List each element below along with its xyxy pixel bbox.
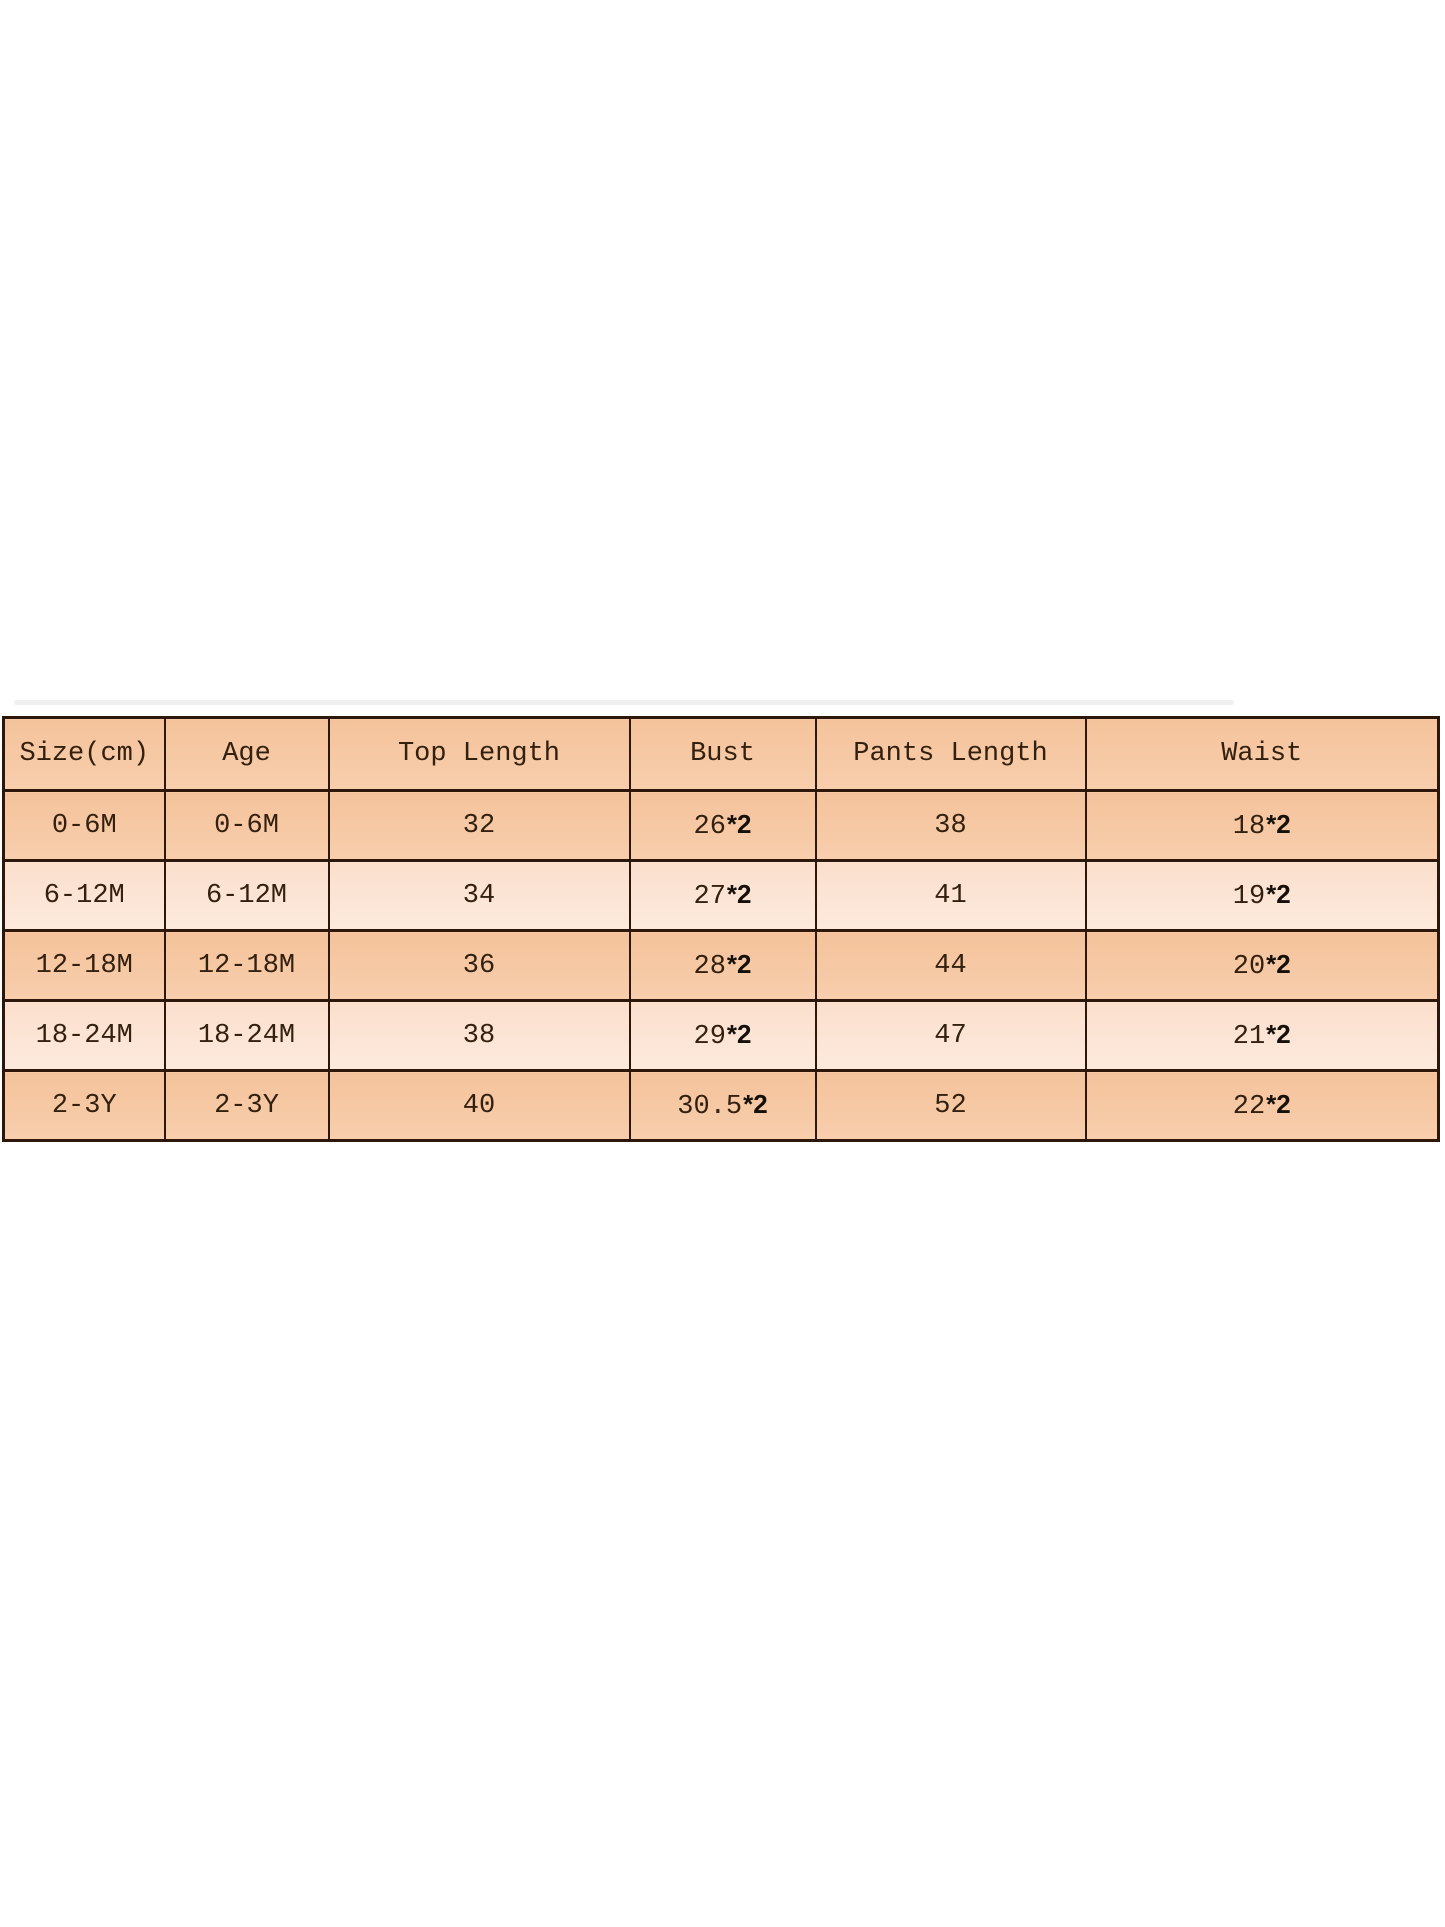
cell-waist (1086, 861, 1439, 931)
cell-size: 0-6M (4, 791, 165, 861)
cell-age: 6-12M (165, 861, 329, 931)
bust-multiplier: *2 (726, 1019, 752, 1049)
waist-value: 21 (1232, 1022, 1266, 1052)
cell-top-length: 34 (329, 861, 630, 931)
cell-waist (1086, 1001, 1439, 1071)
table-row-2-3y (4, 1071, 1439, 1141)
col-header-size: Size(cm) (4, 718, 165, 791)
table-row-0-6m (4, 791, 1439, 861)
waist-value: 20 (1232, 952, 1266, 982)
waist-value: 19 (1232, 882, 1266, 912)
cell-pants-length: 44 (816, 931, 1086, 1001)
bust-value: 27 (693, 882, 726, 912)
cell-bust (630, 931, 816, 1001)
cell-waist (1086, 791, 1439, 861)
cell-top-length: 32 (329, 791, 630, 861)
cell-size: 18-24M (4, 1001, 165, 1071)
cell-bust (630, 791, 816, 861)
cell-top-length: 38 (329, 1001, 630, 1071)
bust-value: 29 (693, 1022, 726, 1052)
cell-top-length: 36 (329, 931, 630, 1001)
cell-bust (630, 861, 816, 931)
waist-multiplier: *2 (1266, 949, 1291, 979)
size-chart-table (2, 716, 1440, 1142)
cell-age: 2-3Y (165, 1071, 329, 1141)
header-row (4, 718, 1439, 791)
waist-multiplier: *2 (1266, 879, 1291, 909)
cell-waist (1086, 931, 1439, 1001)
cell-bust (630, 1071, 816, 1141)
cell-age: 18-24M (165, 1001, 329, 1071)
cell-top-length: 40 (329, 1071, 630, 1141)
col-header-bust: Bust (630, 718, 816, 791)
bust-multiplier: *2 (726, 879, 752, 909)
cell-pants-length: 41 (816, 861, 1086, 931)
col-header-top-length: Top Length (329, 718, 630, 791)
table-row-12-18m (4, 931, 1439, 1001)
cell-age: 0-6M (165, 791, 329, 861)
bust-multiplier: *2 (743, 1089, 768, 1119)
col-header-pants-length: Pants Length (816, 718, 1086, 791)
cell-age: 12-18M (165, 931, 329, 1001)
cell-pants-length: 38 (816, 791, 1086, 861)
col-header-age: Age (165, 718, 329, 791)
waist-value: 22 (1232, 1092, 1266, 1122)
waist-multiplier: *2 (1266, 809, 1291, 839)
bust-value: 30.5 (677, 1092, 743, 1122)
bust-value: 26 (693, 812, 726, 842)
scan-artifact-line (14, 700, 1234, 705)
cell-size: 6-12M (4, 861, 165, 931)
bust-value: 28 (693, 952, 726, 982)
bust-multiplier: *2 (726, 809, 752, 839)
waist-multiplier: *2 (1266, 1089, 1291, 1119)
bust-multiplier: *2 (726, 949, 752, 979)
waist-value: 18 (1232, 812, 1266, 842)
cell-size: 2-3Y (4, 1071, 165, 1141)
table-row-18-24m (4, 1001, 1439, 1071)
cell-pants-length: 52 (816, 1071, 1086, 1141)
table-row-6-12m (4, 861, 1439, 931)
waist-multiplier: *2 (1266, 1019, 1291, 1049)
cell-bust (630, 1001, 816, 1071)
cell-pants-length: 47 (816, 1001, 1086, 1071)
cell-waist (1086, 1071, 1439, 1141)
col-header-waist: Waist (1086, 718, 1439, 791)
cell-size: 12-18M (4, 931, 165, 1001)
